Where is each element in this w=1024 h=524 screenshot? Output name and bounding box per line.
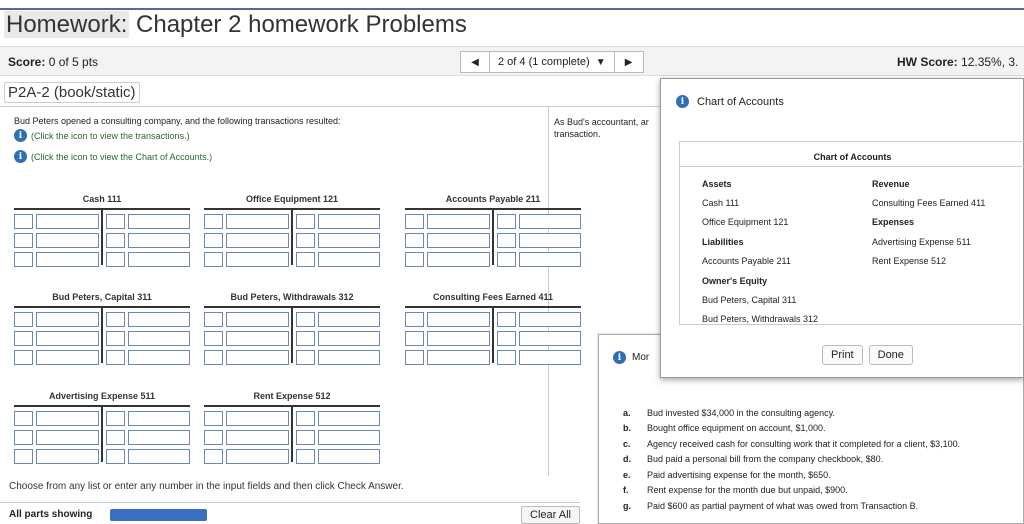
credit-ref-dropdown[interactable] xyxy=(296,233,315,248)
chart-popup-buttons xyxy=(822,345,913,365)
transactions-popup-header xyxy=(613,351,649,364)
credit-amount-input[interactable] xyxy=(519,252,581,267)
t-account-stem xyxy=(101,405,103,462)
debit-amount-input[interactable] xyxy=(226,214,289,229)
credit-amount-input[interactable] xyxy=(128,411,190,426)
account-category-heading: Owner's Equity xyxy=(702,275,768,286)
credit-ref-dropdown[interactable] xyxy=(106,331,125,346)
credit-ref-dropdown[interactable] xyxy=(296,350,315,365)
transaction-item xyxy=(623,467,960,483)
t-account xyxy=(14,391,190,464)
credit-side xyxy=(292,331,380,346)
debit-amount-input[interactable] xyxy=(226,430,289,445)
credit-amount-input[interactable] xyxy=(128,430,190,445)
credit-side xyxy=(102,411,190,426)
debit-side xyxy=(14,312,102,327)
debit-ref-dropdown[interactable] xyxy=(204,449,223,464)
debit-side xyxy=(204,430,292,445)
credit-ref-dropdown[interactable] xyxy=(497,252,516,267)
chart-popup-header xyxy=(676,95,784,108)
chart-right-column xyxy=(872,174,985,271)
credit-ref-dropdown[interactable] xyxy=(106,411,125,426)
t-account-label: Office Equipment 121 xyxy=(245,194,339,204)
debit-amount-input[interactable] xyxy=(36,449,99,464)
debit-amount-input[interactable] xyxy=(427,350,490,365)
credit-side xyxy=(102,449,190,464)
credit-ref-dropdown[interactable] xyxy=(296,214,315,229)
debit-ref-dropdown[interactable] xyxy=(14,214,33,229)
debit-amount-input[interactable] xyxy=(226,449,289,464)
debit-side xyxy=(204,411,292,426)
vertical-divider xyxy=(548,106,549,476)
debit-ref-dropdown[interactable] xyxy=(14,430,33,445)
transaction-text: Bought office equipment on account, $1,000. xyxy=(647,423,826,434)
debit-side xyxy=(204,350,292,365)
credit-amount-input[interactable] xyxy=(128,233,190,248)
debit-side xyxy=(14,233,102,248)
debit-ref-dropdown[interactable] xyxy=(204,312,223,327)
chart-table-title: Chart of Accounts xyxy=(680,142,1024,167)
account-name: Accounts Payable 211 xyxy=(702,256,791,267)
credit-ref-dropdown[interactable] xyxy=(296,430,315,445)
transaction-text: Paid advertising expense for the month, $650. xyxy=(647,469,831,480)
debit-amount-input[interactable] xyxy=(427,214,490,229)
divider xyxy=(548,106,660,107)
hw-score-label: HW Score: xyxy=(897,55,958,69)
t-account xyxy=(405,194,581,267)
credit-side xyxy=(292,430,380,445)
credit-amount-input[interactable] xyxy=(128,350,190,365)
credit-ref-dropdown[interactable] xyxy=(106,430,125,445)
footer xyxy=(0,502,580,524)
credit-amount-input[interactable] xyxy=(318,449,380,464)
debit-side xyxy=(405,214,493,229)
prev-question-button[interactable]: ◀ xyxy=(471,56,479,68)
credit-amount-input[interactable] xyxy=(519,312,581,327)
t-account-stem xyxy=(492,306,494,363)
account-category-heading: Assets xyxy=(702,178,732,189)
debit-side xyxy=(204,331,292,346)
debit-amount-input[interactable] xyxy=(36,312,99,327)
credit-side xyxy=(102,214,190,229)
debit-ref-dropdown[interactable] xyxy=(14,449,33,464)
t-account-stem xyxy=(291,306,293,363)
credit-side xyxy=(292,252,380,267)
debit-ref-dropdown[interactable] xyxy=(14,233,33,248)
title-prefix: Homework: xyxy=(6,11,128,38)
credit-amount-input[interactable] xyxy=(128,331,190,346)
debit-side xyxy=(14,411,102,426)
debit-ref-dropdown[interactable] xyxy=(14,350,33,365)
chart-popup-title: Chart of Accounts xyxy=(697,95,784,108)
debit-amount-input[interactable] xyxy=(226,411,289,426)
credit-amount-input[interactable] xyxy=(519,350,581,365)
transaction-letter: e. xyxy=(623,469,631,480)
credit-side xyxy=(102,331,190,346)
transaction-letter: a. xyxy=(623,407,631,418)
transaction-text: Paid $600 as partial payment of what was owed from Transaction B. xyxy=(647,500,919,511)
credit-amount-input[interactable] xyxy=(318,430,380,445)
transaction-letter: d. xyxy=(623,454,631,465)
credit-amount-input[interactable] xyxy=(519,233,581,248)
transaction-item xyxy=(623,483,960,499)
debit-side xyxy=(14,214,102,229)
t-account xyxy=(204,292,380,365)
credit-ref-dropdown[interactable] xyxy=(296,252,315,267)
credit-side xyxy=(493,214,581,229)
transaction-text: Rent expense for the month due but unpaid, $900. xyxy=(647,485,848,496)
info-icon: i xyxy=(676,95,689,108)
info-icon: i xyxy=(613,351,626,364)
credit-side xyxy=(292,233,380,248)
debit-amount-input[interactable] xyxy=(427,233,490,248)
debit-ref-dropdown[interactable] xyxy=(204,233,223,248)
credit-ref-dropdown[interactable] xyxy=(497,312,516,327)
transaction-letter: f. xyxy=(623,485,629,496)
t-account xyxy=(14,194,190,267)
credit-ref-dropdown[interactable] xyxy=(497,331,516,346)
credit-ref-dropdown[interactable] xyxy=(106,252,125,267)
debit-amount-input[interactable] xyxy=(226,331,289,346)
account-name: Bud Peters, Withdrawals 312 xyxy=(702,314,819,325)
debit-amount-input[interactable] xyxy=(36,233,99,248)
debit-ref-dropdown[interactable] xyxy=(14,252,33,267)
transaction-item xyxy=(623,405,960,421)
question-position: 2 of 4 (1 complete) xyxy=(498,56,590,68)
account-name: Bud Peters, Capital 311 xyxy=(702,295,797,306)
credit-amount-input[interactable] xyxy=(519,331,581,346)
t-account-label: Cash 111 xyxy=(82,194,122,204)
chart-left-column xyxy=(702,174,818,329)
debit-amount-input[interactable] xyxy=(427,312,490,327)
t-account-stem xyxy=(101,306,103,363)
t-account xyxy=(14,292,190,365)
debit-side xyxy=(204,233,292,248)
credit-amount-input[interactable] xyxy=(128,252,190,267)
debit-ref-dropdown[interactable] xyxy=(204,411,223,426)
credit-side xyxy=(493,312,581,327)
debit-ref-dropdown[interactable] xyxy=(14,331,33,346)
credit-side xyxy=(493,252,581,267)
debit-amount-input[interactable] xyxy=(36,252,99,267)
debit-side xyxy=(14,430,102,445)
problem-name: P2A-2 (book/static) xyxy=(4,82,140,103)
debit-ref-dropdown[interactable] xyxy=(204,350,223,365)
debit-side xyxy=(14,449,102,464)
transaction-letter: g. xyxy=(623,500,631,511)
credit-ref-dropdown[interactable] xyxy=(497,214,516,229)
credit-amount-input[interactable] xyxy=(519,214,581,229)
t-account xyxy=(204,194,380,267)
credit-side xyxy=(292,312,380,327)
score-bar xyxy=(0,46,1024,76)
credit-side xyxy=(102,430,190,445)
chart-of-accounts-table xyxy=(679,141,1024,325)
done-button[interactable]: Done xyxy=(869,345,913,365)
debit-amount-input[interactable] xyxy=(427,331,490,346)
credit-ref-dropdown[interactable] xyxy=(296,449,315,464)
t-account xyxy=(204,391,380,464)
credit-side xyxy=(493,233,581,248)
debit-amount-input[interactable] xyxy=(226,252,289,267)
credit-amount-input[interactable] xyxy=(318,233,380,248)
debit-side xyxy=(14,350,102,365)
credit-side xyxy=(292,411,380,426)
caret-down-icon: ▼ xyxy=(595,56,606,68)
credit-ref-dropdown[interactable] xyxy=(296,331,315,346)
credit-side xyxy=(292,350,380,365)
credit-amount-input[interactable] xyxy=(318,312,380,327)
credit-ref-dropdown[interactable] xyxy=(497,233,516,248)
debit-amount-input[interactable] xyxy=(226,350,289,365)
info-icon[interactable]: i xyxy=(14,150,27,163)
t-account-label: Rent Expense 512 xyxy=(253,391,331,401)
credit-side xyxy=(102,252,190,267)
credit-amount-input[interactable] xyxy=(128,214,190,229)
t-account-stem xyxy=(101,208,103,265)
transactions-popup-title: Mor xyxy=(632,352,650,363)
credit-amount-input[interactable] xyxy=(128,312,190,327)
t-account-label: Advertising Expense 511 xyxy=(48,391,156,401)
debit-side xyxy=(405,350,493,365)
t-account-label: Bud Peters, Capital 311 xyxy=(52,292,152,302)
problem-intro: Bud Peters opened a consulting company, and the following transactions resulted: xyxy=(14,116,341,126)
t-account-label: Consulting Fees Earned 411 xyxy=(432,292,554,302)
credit-side xyxy=(102,350,190,365)
debit-amount-input[interactable] xyxy=(427,252,490,267)
t-account-stem xyxy=(291,208,293,265)
credit-side xyxy=(102,312,190,327)
debit-ref-dropdown[interactable] xyxy=(204,331,223,346)
credit-amount-input[interactable] xyxy=(318,252,380,267)
debit-side xyxy=(14,252,102,267)
credit-amount-input[interactable] xyxy=(128,449,190,464)
credit-amount-input[interactable] xyxy=(318,411,380,426)
debit-amount-input[interactable] xyxy=(226,312,289,327)
debit-ref-dropdown[interactable] xyxy=(204,430,223,445)
debit-ref-dropdown[interactable] xyxy=(405,214,424,229)
debit-ref-dropdown[interactable] xyxy=(405,252,424,267)
credit-side xyxy=(292,449,380,464)
instruction-side-text: As Bud's accountant, ar transaction. xyxy=(554,117,649,139)
debit-side xyxy=(204,449,292,464)
debit-side xyxy=(405,312,493,327)
transaction-item xyxy=(623,436,960,452)
credit-ref-dropdown[interactable] xyxy=(106,449,125,464)
debit-side xyxy=(204,214,292,229)
credit-amount-input[interactable] xyxy=(318,331,380,346)
credit-ref-dropdown[interactable] xyxy=(106,233,125,248)
view-chart-link[interactable] xyxy=(14,150,212,163)
debit-amount-input[interactable] xyxy=(36,430,99,445)
credit-amount-input[interactable] xyxy=(318,214,380,229)
debit-side xyxy=(14,331,102,346)
transaction-item xyxy=(623,452,960,468)
info-icon[interactable]: i xyxy=(14,129,27,142)
account-name: Office Equipment 121 xyxy=(702,217,789,228)
debit-ref-dropdown[interactable] xyxy=(405,312,424,327)
credit-ref-dropdown[interactable] xyxy=(106,312,125,327)
t-account xyxy=(405,292,581,365)
all-parts-label: All parts showing xyxy=(9,509,93,520)
debit-side xyxy=(405,252,493,267)
transaction-item xyxy=(623,421,960,437)
debit-amount-input[interactable] xyxy=(36,331,99,346)
account-category-heading: Revenue xyxy=(872,178,910,189)
debit-side xyxy=(405,233,493,248)
debit-ref-dropdown[interactable] xyxy=(14,312,33,327)
debit-amount-input[interactable] xyxy=(36,350,99,365)
credit-side xyxy=(493,350,581,365)
debit-ref-dropdown[interactable] xyxy=(405,350,424,365)
t-account-stem xyxy=(492,208,494,265)
score-label: Score: xyxy=(8,55,46,69)
page-title xyxy=(4,11,467,39)
debit-ref-dropdown[interactable] xyxy=(204,214,223,229)
credit-side xyxy=(102,233,190,248)
debit-ref-dropdown[interactable] xyxy=(204,252,223,267)
hw-score-value: 12.35%, 3. xyxy=(957,55,1019,69)
transaction-item xyxy=(623,498,960,514)
account-category-heading: Expenses xyxy=(872,217,915,228)
t-account-stem xyxy=(291,405,293,462)
debit-ref-dropdown[interactable] xyxy=(14,411,33,426)
score-value: 0 of 5 pts xyxy=(45,55,99,69)
debit-amount-input[interactable] xyxy=(36,214,99,229)
transaction-text: Agency received cash for consulting work that it completed for a client, $3,100. xyxy=(647,438,961,449)
parts-progress-bar xyxy=(110,509,207,521)
credit-ref-dropdown[interactable] xyxy=(106,350,125,365)
debit-side xyxy=(204,252,292,267)
view-transactions-label[interactable]: (Click the icon to view the transactions.) xyxy=(31,130,190,141)
t-account-label: Bud Peters, Withdrawals 312 xyxy=(230,292,354,302)
account-name: Consulting Fees Earned 411 xyxy=(872,198,986,209)
score-text xyxy=(8,55,98,69)
hw-score xyxy=(897,55,1018,69)
debit-ref-dropdown[interactable] xyxy=(405,331,424,346)
instructions: Choose from any list or enter any number in the input fields and then click Check Answer. xyxy=(9,481,404,492)
top-accent-bar xyxy=(0,0,1024,10)
credit-ref-dropdown[interactable] xyxy=(296,312,315,327)
question-select[interactable] xyxy=(489,52,615,72)
clear-all-button[interactable]: Clear All xyxy=(521,506,580,524)
view-transactions-link[interactable] xyxy=(14,129,190,142)
credit-amount-input[interactable] xyxy=(318,350,380,365)
credit-side xyxy=(493,331,581,346)
debit-amount-input[interactable] xyxy=(36,411,99,426)
transaction-letter: b. xyxy=(623,423,631,434)
debit-side xyxy=(405,331,493,346)
transactions-list xyxy=(623,405,960,514)
transaction-text: Bud paid a personal bill from the company checkbook, $80. xyxy=(647,454,884,465)
print-button[interactable]: Print xyxy=(822,345,863,365)
credit-side xyxy=(292,214,380,229)
account-name: Cash 111 xyxy=(702,198,740,209)
chart-of-accounts-popup xyxy=(660,78,1024,378)
debit-amount-input[interactable] xyxy=(226,233,289,248)
t-account-label: Accounts Payable 211 xyxy=(445,194,541,204)
title-rest: Chapter 2 homework Problems xyxy=(129,11,467,38)
credit-ref-dropdown[interactable] xyxy=(497,350,516,365)
next-question-button[interactable]: ▶ xyxy=(624,56,633,68)
account-name: Advertising Expense 511 xyxy=(872,236,971,247)
question-navigator xyxy=(460,51,644,73)
credit-ref-dropdown[interactable] xyxy=(106,214,125,229)
account-category-heading: Liabilities xyxy=(702,236,744,247)
credit-ref-dropdown[interactable] xyxy=(296,411,315,426)
account-name: Rent Expense 512 xyxy=(872,256,947,267)
debit-side xyxy=(204,312,292,327)
transaction-text: Bud invested $34,000 in the consulting agency. xyxy=(647,407,835,418)
transaction-letter: c. xyxy=(623,438,631,449)
view-chart-label[interactable]: (Click the icon to view the Chart of Accounts.) xyxy=(31,151,213,162)
debit-ref-dropdown[interactable] xyxy=(405,233,424,248)
